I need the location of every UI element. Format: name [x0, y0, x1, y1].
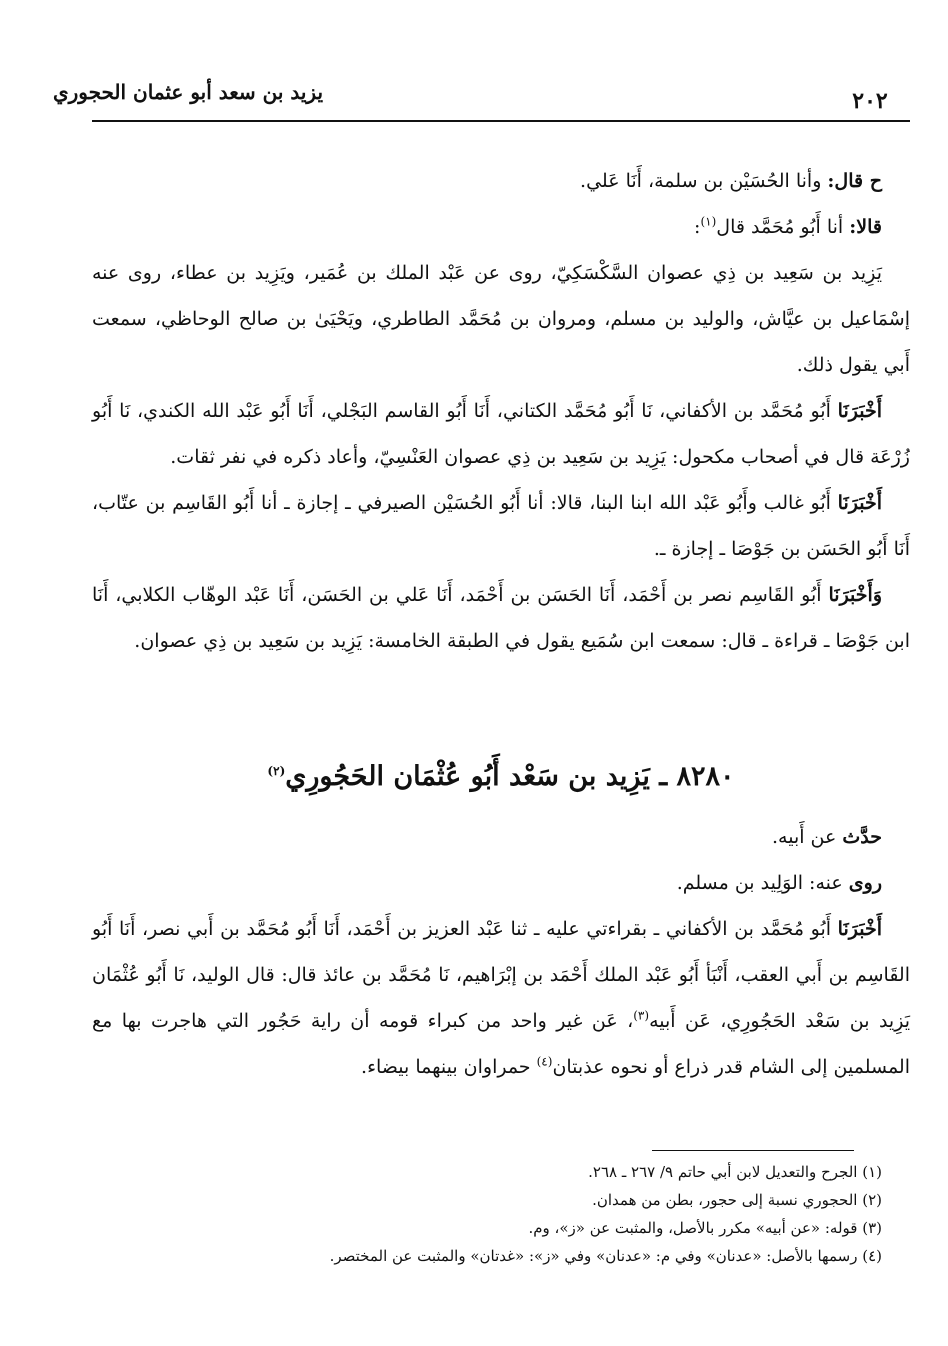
keyword: أَخْبَرَنَا [837, 400, 882, 422]
text-run: عنه: الوَلِيد بن مسلم. [676, 872, 849, 894]
paragraph [92, 906, 910, 1090]
running-header-title: يزيد بن سعد أبو عثمان الحجوري [52, 80, 324, 104]
text-line [92, 158, 910, 204]
keyword: ح قال: [827, 170, 882, 192]
entry-heading [92, 752, 910, 802]
footnote-ref: (٤) [536, 1054, 553, 1069]
keyword: أَخْبَرَنَا [837, 918, 882, 940]
paragraph: يَزِيد بن سَعِيد بن ذِي عصوان السَّكْسَكِيّ، روى عن عَبْد الملك بن عُمَير، ويَزِيد بن عطاء، روى عنه إسْمَاعيل بن عيَّاش، والوليد بن مسلم، ومروان بن مُحَمَّد الطاطري، ويَحْيَىٰ بن صالح الوحاظي، سمعت أَبي يقول ذلك. [92, 262, 910, 376]
text-run: عن أَبيه. [771, 826, 843, 848]
footnote: (٢) الحجوري نسبة إلى حجور، بطن من همدان. [592, 1191, 882, 1209]
text-line [92, 860, 910, 906]
text-run: وأنا الحُسَيْن بن سلمة، أَنَا عَلي. [580, 170, 828, 192]
footnote-divider [652, 1150, 854, 1151]
text-run: أَبُو مُحَمَّد بن الأكفاني، نَا أَبُو مُحَمَّد الكتاني، أَنَا أَبُو القاسم البَجْلي، أَنَا أَبُو عَبْد الله الكندي، نَا أَبُو زُرْعَة قال في أصحاب مكحول: يَزِيد بن سَعِيد بن ذِي عصوان العَنْسِيّ، وأعاد ذكره في نفر ثقات. [92, 400, 910, 468]
footnote-ref: (٢) [267, 764, 286, 778]
entry-title-text: ٨٢٨٠ ـ يَزِيد بن سَعْد أَبُو عُثْمَان الحَجُورِي [285, 761, 735, 792]
keyword: حدَّث [842, 826, 882, 848]
text-run: أنا أَبُو مُحَمَّد قال [716, 216, 850, 238]
paragraph [92, 572, 910, 664]
text-run: أَبُو غالب وأَبُو عَبْد الله ابنا البنا، قالا: أنا أَبُو الحُسَيْن الصيرفي ـ إجازة ـ أنا أَبُو القَاسِم بن عتّاب، أَنَا أَبُو الحَسَن بن جَوْصَا ـ إجازة ـ. [92, 492, 910, 560]
entry-text-block [92, 814, 910, 1090]
footnote-ref: (١) [700, 214, 717, 229]
footnote: (٣) قوله: «عن أبيه» مكرر بالأصل، والمثبت عن «ز»، وم. [528, 1219, 882, 1237]
footnotes [92, 1158, 910, 1270]
paragraph [92, 388, 910, 480]
keyword: روى [848, 872, 882, 894]
footnote: (٤) رسمها بالأصل: «عدنان» وفي م: «عدنان» وفي «ز»: «غدتان» والمثبت عن المختصر. [329, 1247, 882, 1265]
paragraph [92, 480, 910, 572]
text-run: حمراوان بينهما بيضاء. [361, 1056, 537, 1078]
page-number: ٢٠٢ [852, 88, 888, 114]
footnote-ref: (٣) [633, 1008, 650, 1023]
keyword: أَخْبَرَنَا [837, 492, 882, 514]
text-run: : [694, 216, 701, 238]
keyword: قالا: [849, 216, 882, 238]
main-text-block [92, 158, 910, 664]
text-run: ، عَن غير واحد من كبراء قومه أن راية حَجُور التي هاجرت بها مع المسلمين إلى الشام قدر ذراع أو نحوه عذبتان [92, 1010, 910, 1078]
text-line [92, 814, 910, 860]
text-run: أَبُو مُحَمَّد بن الأكفاني ـ بقراءتي عليه ـ ثنا عَبْد العزيز بن أَحْمَد، أَنَا أَبُو مُحَمَّد بن أَبي نصر، أَنَا أَبُو القَاسِم بن أَبي العقب، أَنْبَأ أَبُو عَبْد الملك أَحْمَد بن إبْرَاهيم، نَا مُحَمَّد بن عائذ قال: قال الوليد، نَا أَبُو عُثْمَان يَزِيد بن سَعْد الحَجُورِي، عَن أَبيه [92, 918, 910, 1032]
text-run: أَبُو القَاسِم نصر بن أَحْمَد، أَنَا الحَسَن بن أَحْمَد، أَنَا عَلي بن الحَسَن، أَنَا عَبْد الوهّاب الكلابي، أَنَا ابن جَوْصَا ـ قراءة ـ قال: سمعت ابن سُمَيع يقول في الطبقة الخامسة: يَزِيد بن سَعِيد بن ذِي عصوان. [92, 584, 910, 652]
header-divider [92, 120, 910, 122]
keyword: وَأَخْبَرَنَا [828, 584, 882, 606]
text-line [92, 204, 910, 250]
footnote: (١) الجرح والتعديل لابن أبي حاتم ٩/ ٢٦٧ ـ ٢٦٨. [588, 1163, 882, 1181]
